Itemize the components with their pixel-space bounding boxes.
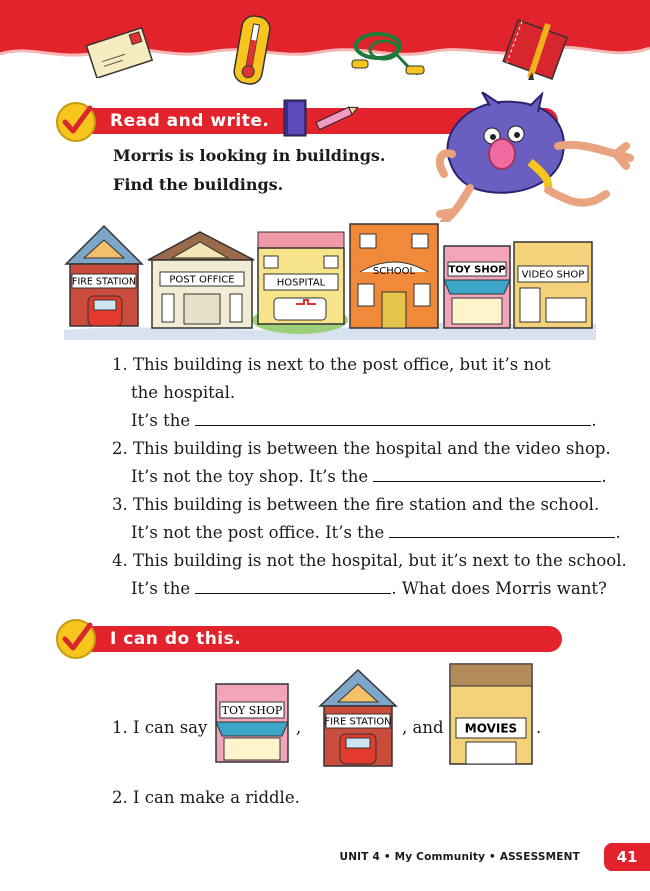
question-text: This building is between the fire station and the school. <box>133 495 600 514</box>
post-office-building <box>148 232 254 328</box>
fire-station-small-sign: FIRE STATION <box>324 716 392 728</box>
notebook-pencil-icon <box>496 18 576 88</box>
question-text: This building is next to the post office, but it’s not <box>133 355 551 374</box>
footer-unit-label: UNIT 4 • My Community • ASSESSMENT <box>339 851 580 863</box>
question-2 <box>112 435 611 463</box>
question-number: 1. <box>112 355 128 374</box>
envelope-icon <box>84 26 154 78</box>
can-do-item-2: 2. I can make a riddle. <box>112 788 300 807</box>
section-title-read-write: Read and write. <box>110 111 270 131</box>
separator-period: . <box>536 718 542 737</box>
question-1 <box>112 351 551 379</box>
video-shop-building <box>514 242 592 328</box>
question-1-answer-line <box>131 407 597 435</box>
answer-period: . <box>601 467 607 486</box>
separator-comma-1: , <box>296 718 302 737</box>
movies-sign: MOVIES <box>464 721 518 736</box>
answer-blank-1[interactable] <box>195 407 591 426</box>
post-office-sign: POST OFFICE <box>169 274 235 286</box>
answer-prompt: It’s not the toy shop. It’s the <box>131 467 369 486</box>
school-sign: SCHOOL <box>372 266 416 277</box>
answer-blank-4[interactable] <box>195 575 391 594</box>
hospital-sign: HOSPITAL <box>276 277 326 289</box>
buildings-illustration <box>60 218 600 340</box>
question-number: 3. <box>112 495 128 514</box>
question-text: This building is not the hospital, but it’s next to the school. <box>133 551 627 570</box>
thermometer-icon <box>230 12 274 88</box>
toy-shop-small-illustration <box>212 678 292 768</box>
answer-followup: . What does Morris want? <box>391 579 607 598</box>
toy-shop-building <box>444 246 510 328</box>
answer-blank-2[interactable] <box>373 463 601 482</box>
checkmark-badge-icon <box>56 102 96 142</box>
toy-shop-sign: TOY SHOP <box>448 264 506 276</box>
answer-prompt: It’s the <box>131 411 191 430</box>
answer-prompt: It’s the <box>131 579 191 598</box>
question-2-answer-line <box>131 463 607 491</box>
question-number: 2. <box>112 439 128 458</box>
answer-blank-3[interactable] <box>389 519 615 538</box>
movies-small-illustration <box>446 660 536 768</box>
answer-prompt: It’s not the post office. It’s the <box>131 523 385 542</box>
can-do-item-1-label: 1. I can say <box>112 718 208 737</box>
question-3 <box>112 491 599 519</box>
answer-period: . <box>615 523 621 542</box>
question-text: This building is between the hospital and the video shop. <box>133 439 611 458</box>
fire-station-building <box>66 226 142 326</box>
fire-station-small-illustration <box>318 666 398 770</box>
hospital-building <box>258 232 344 324</box>
question-4-answer-line <box>131 575 607 603</box>
morris-monster-illustration <box>430 92 640 222</box>
question-4 <box>112 547 627 575</box>
book-pencil-icon <box>280 96 360 140</box>
separator-and: , and <box>402 718 444 737</box>
toy-shop-small-sign: TOY SHOP <box>221 704 283 717</box>
intro-line-2: Find the buildings. <box>113 175 284 194</box>
intro-line-1: Morris is looking in buildings. <box>113 146 386 165</box>
question-number: 4. <box>112 551 128 570</box>
answer-period: . <box>591 411 597 430</box>
question-1-line-2: the hospital. <box>131 383 236 402</box>
school-building <box>350 224 438 328</box>
jump-rope-icon <box>348 24 430 82</box>
video-shop-sign: VIDEO SHOP <box>521 269 585 281</box>
page-number: 41 <box>604 843 650 871</box>
checkmark-badge-icon <box>56 619 96 659</box>
question-3-answer-line <box>131 519 621 547</box>
section-title-can-do: I can do this. <box>110 629 242 649</box>
fire-station-sign: FIRE STATION <box>72 276 136 288</box>
